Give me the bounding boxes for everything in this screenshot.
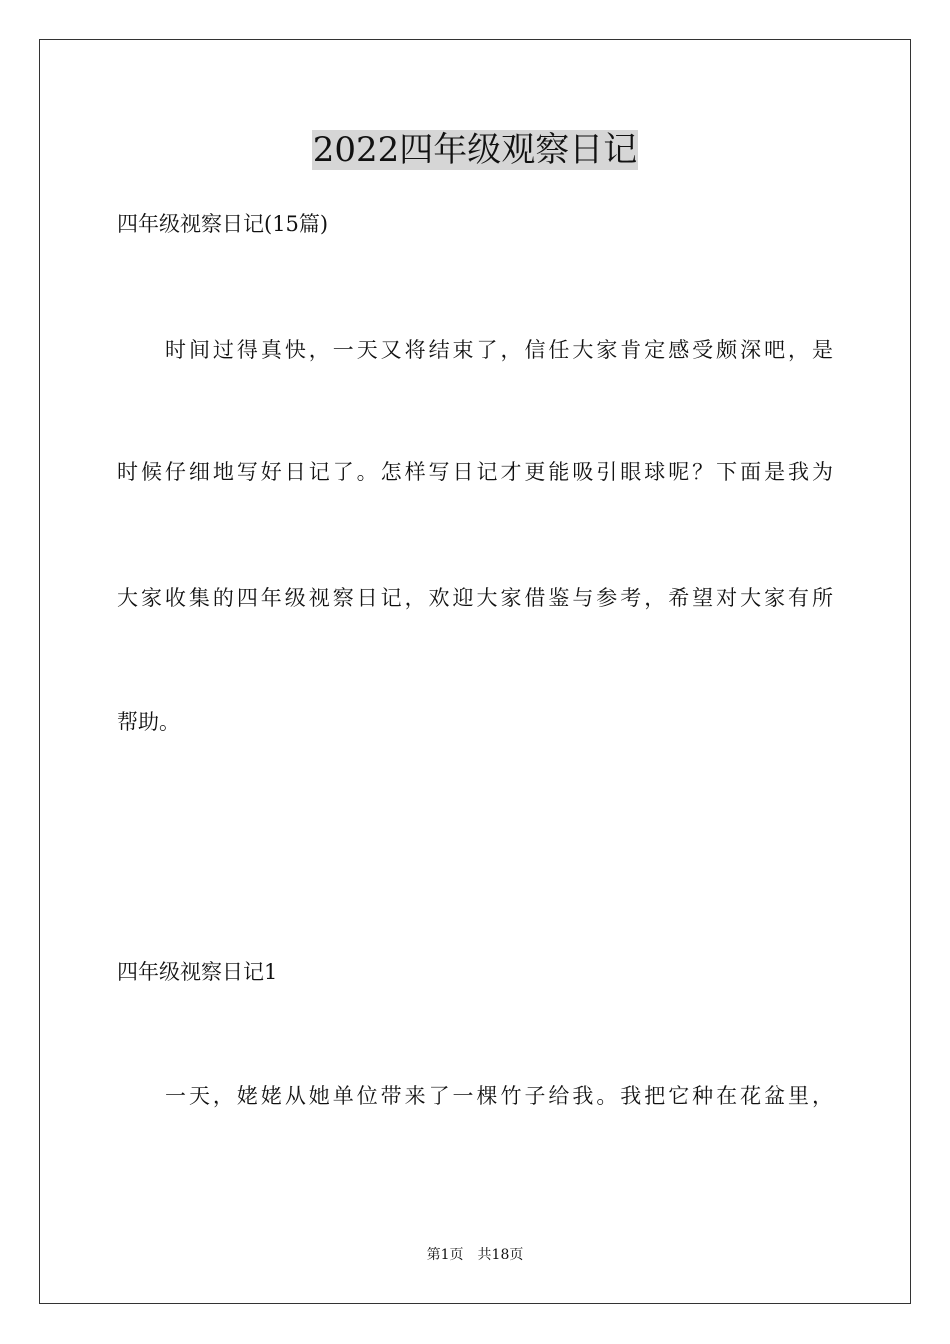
section-first-line: 一天，姥姥从她单位带来了一棵竹子给我。我把它种在花盆里， bbox=[165, 1084, 833, 1108]
page-total: 共18页 bbox=[477, 1247, 524, 1263]
intro-line-2: 时候仔细地写好日记了。怎样写日记才更能吸引眼球呢？下面是我为 bbox=[117, 460, 833, 484]
section-heading: 四年级视察日记1 bbox=[117, 960, 278, 984]
intro-line-3: 大家收集的四年级视察日记，欢迎大家借鉴与参考，希望对大家有所 bbox=[117, 586, 833, 610]
intro-line-1: 时间过得真快，一天又将结束了，信任大家肯定感受颇深吧，是 bbox=[165, 338, 833, 362]
page-number: 第1页 bbox=[426, 1247, 464, 1263]
intro-line-4: 帮助。 bbox=[117, 710, 180, 734]
document-title bbox=[0, 124, 950, 176]
page-footer bbox=[0, 1245, 950, 1265]
title-text: 2022四年级观察日记 bbox=[312, 130, 638, 170]
document-subtitle: 四年级视察日记(15篇) bbox=[117, 212, 329, 236]
